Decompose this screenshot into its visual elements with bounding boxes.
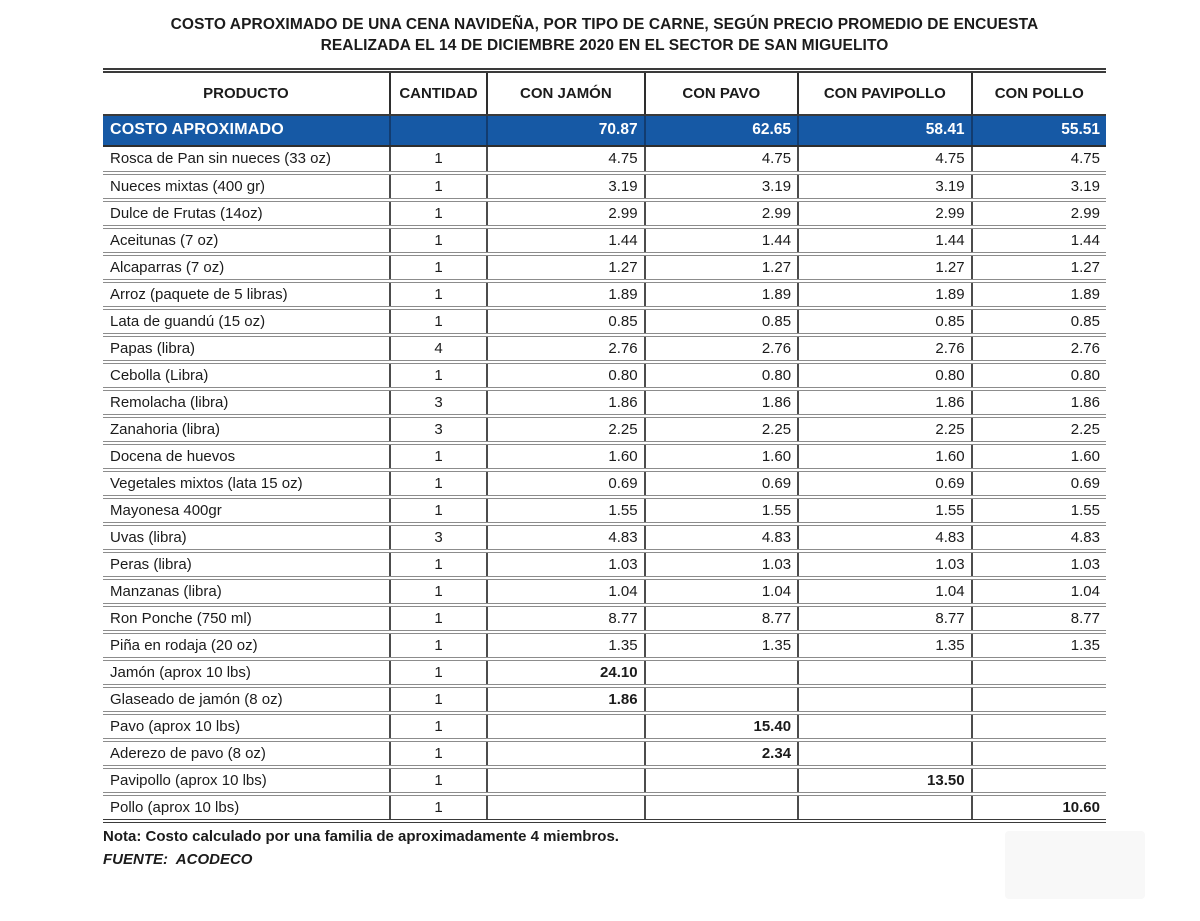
product-name-cell: Zanahoria (libra) xyxy=(103,416,390,443)
price-cell: 1.86 xyxy=(645,389,798,416)
col-header-producto: PRODUCTO xyxy=(103,71,390,115)
summary-total-cell: 55.51 xyxy=(972,115,1106,146)
table-row xyxy=(103,686,1106,713)
quantity-cell: 1 xyxy=(390,362,487,389)
price-cell: 4.75 xyxy=(972,146,1106,173)
product-name-cell: Pavo (aprox 10 lbs) xyxy=(103,713,390,740)
summary-row xyxy=(103,115,1106,146)
price-cell: 2.76 xyxy=(798,335,972,362)
price-cell: 0.80 xyxy=(487,362,644,389)
price-cell: 2.25 xyxy=(645,416,798,443)
product-name-cell: Aderezo de pavo (8 oz) xyxy=(103,740,390,767)
price-cell xyxy=(798,713,972,740)
quantity-cell: 3 xyxy=(390,524,487,551)
price-cell: 0.85 xyxy=(798,308,972,335)
price-cell: 1.86 xyxy=(798,389,972,416)
price-cell: 1.55 xyxy=(972,497,1106,524)
product-name-cell: Cebolla (Libra) xyxy=(103,362,390,389)
quantity-cell: 1 xyxy=(390,713,487,740)
table-row xyxy=(103,659,1106,686)
price-cell: 1.60 xyxy=(487,443,644,470)
price-cell: 15.40 xyxy=(645,713,798,740)
price-cell: 3.19 xyxy=(487,173,644,200)
price-cell: 4.83 xyxy=(645,524,798,551)
price-cell: 0.85 xyxy=(645,308,798,335)
price-cell: 0.80 xyxy=(645,362,798,389)
table-row xyxy=(103,767,1106,794)
price-cell: 3.19 xyxy=(798,173,972,200)
price-cell: 1.86 xyxy=(487,389,644,416)
table-row xyxy=(103,362,1106,389)
price-cell: 1.60 xyxy=(798,443,972,470)
price-cell: 1.35 xyxy=(798,632,972,659)
price-cell xyxy=(798,794,972,821)
product-name-cell: Docena de huevos xyxy=(103,443,390,470)
quantity-cell: 1 xyxy=(390,767,487,794)
quantity-cell: 1 xyxy=(390,686,487,713)
quantity-cell: 1 xyxy=(390,740,487,767)
price-cell: 1.89 xyxy=(798,281,972,308)
product-name-cell: Rosca de Pan sin nueces (33 oz) xyxy=(103,146,390,173)
price-cell: 2.99 xyxy=(798,200,972,227)
table-row xyxy=(103,281,1106,308)
price-cell: 1.89 xyxy=(487,281,644,308)
price-cell: 1.89 xyxy=(972,281,1106,308)
table-row xyxy=(103,200,1106,227)
price-cell: 0.69 xyxy=(798,470,972,497)
product-name-cell: Piña en rodaja (20 oz) xyxy=(103,632,390,659)
quantity-cell: 1 xyxy=(390,605,487,632)
product-name-cell: Dulce de Frutas (14oz) xyxy=(103,200,390,227)
quantity-cell: 1 xyxy=(390,173,487,200)
price-cell: 1.89 xyxy=(645,281,798,308)
price-cell: 10.60 xyxy=(972,794,1106,821)
source-text: FUENTE: ACODECO xyxy=(103,850,253,868)
product-name-cell: Peras (libra) xyxy=(103,551,390,578)
quantity-cell: 3 xyxy=(390,389,487,416)
price-cell xyxy=(972,713,1106,740)
price-cell: 0.80 xyxy=(972,362,1106,389)
price-cell: 2.99 xyxy=(972,200,1106,227)
price-cell: 8.77 xyxy=(487,605,644,632)
price-cell: 13.50 xyxy=(798,767,972,794)
product-name-cell: Vegetales mixtos (lata 15 oz) xyxy=(103,470,390,497)
price-cell: 1.04 xyxy=(645,578,798,605)
price-cell: 1.35 xyxy=(487,632,644,659)
price-cell: 1.03 xyxy=(972,551,1106,578)
table-row xyxy=(103,389,1106,416)
quantity-cell: 4 xyxy=(390,335,487,362)
price-cell xyxy=(972,686,1106,713)
price-cell: 1.03 xyxy=(798,551,972,578)
price-cell: 2.25 xyxy=(487,416,644,443)
price-cell: 2.34 xyxy=(645,740,798,767)
price-cell: 1.27 xyxy=(645,254,798,281)
title-line-1: COSTO APROXIMADO DE UNA CENA NAVIDEÑA, POR TIPO DE CARNE, SEGÚN PRECIO PROMEDIO DE ENCUESTA xyxy=(170,16,1039,33)
price-cell: 2.25 xyxy=(972,416,1106,443)
table-row xyxy=(103,308,1106,335)
table-row xyxy=(103,173,1106,200)
col-header-con-pollo: CON POLLO xyxy=(972,71,1106,115)
quantity-cell: 1 xyxy=(390,497,487,524)
price-cell xyxy=(487,794,644,821)
document-title xyxy=(103,14,1106,56)
price-cell xyxy=(798,659,972,686)
table-row xyxy=(103,254,1106,281)
table-row xyxy=(103,146,1106,173)
price-cell: 1.55 xyxy=(487,497,644,524)
price-cell xyxy=(645,767,798,794)
price-cell: 1.44 xyxy=(798,227,972,254)
price-cell: 2.76 xyxy=(487,335,644,362)
price-cell xyxy=(798,740,972,767)
quantity-cell: 1 xyxy=(390,200,487,227)
table-row xyxy=(103,524,1106,551)
summary-total-cell: 58.41 xyxy=(798,115,972,146)
price-cell: 0.69 xyxy=(972,470,1106,497)
quantity-cell: 3 xyxy=(390,416,487,443)
price-cell: 2.76 xyxy=(972,335,1106,362)
document-page xyxy=(103,14,1106,868)
product-name-cell: Papas (libra) xyxy=(103,335,390,362)
quantity-cell: 1 xyxy=(390,227,487,254)
price-cell: 3.19 xyxy=(972,173,1106,200)
col-header-cantidad: CANTIDAD xyxy=(390,71,487,115)
table-row xyxy=(103,551,1106,578)
table-row xyxy=(103,794,1106,821)
product-name-cell: Ron Ponche (750 ml) xyxy=(103,605,390,632)
price-cell: 1.04 xyxy=(487,578,644,605)
product-name-cell: Mayonesa 400gr xyxy=(103,497,390,524)
price-cell: 8.77 xyxy=(645,605,798,632)
product-name-cell: Arroz (paquete de 5 libras) xyxy=(103,281,390,308)
price-cell: 4.75 xyxy=(645,146,798,173)
price-cell: 1.27 xyxy=(487,254,644,281)
price-cell xyxy=(645,794,798,821)
summary-total-cell: 62.65 xyxy=(645,115,798,146)
price-cell xyxy=(645,686,798,713)
product-name-cell: Jamón (aprox 10 lbs) xyxy=(103,659,390,686)
price-cell: 1.60 xyxy=(972,443,1106,470)
quantity-cell: 1 xyxy=(390,281,487,308)
price-cell: 8.77 xyxy=(798,605,972,632)
price-cell: 4.75 xyxy=(798,146,972,173)
price-cell xyxy=(487,767,644,794)
product-name-cell: Lata de guandú (15 oz) xyxy=(103,308,390,335)
table-row xyxy=(103,713,1106,740)
price-cell: 0.85 xyxy=(487,308,644,335)
table-row xyxy=(103,578,1106,605)
table-row xyxy=(103,740,1106,767)
price-cell: 1.35 xyxy=(645,632,798,659)
price-cell: 4.83 xyxy=(798,524,972,551)
quantity-cell: 1 xyxy=(390,551,487,578)
price-cell: 1.27 xyxy=(972,254,1106,281)
table-row xyxy=(103,497,1106,524)
quantity-cell: 1 xyxy=(390,578,487,605)
quantity-cell: 1 xyxy=(390,443,487,470)
price-cell: 1.27 xyxy=(798,254,972,281)
product-name-cell: Pavipollo (aprox 10 lbs) xyxy=(103,767,390,794)
price-cell xyxy=(645,659,798,686)
quantity-cell: 1 xyxy=(390,794,487,821)
price-cell: 1.55 xyxy=(645,497,798,524)
price-cell: 2.99 xyxy=(645,200,798,227)
price-cell: 1.44 xyxy=(487,227,644,254)
scan-artifact xyxy=(1005,831,1145,899)
price-cell: 4.75 xyxy=(487,146,644,173)
price-cell: 4.83 xyxy=(972,524,1106,551)
cost-table xyxy=(103,68,1106,823)
table-row xyxy=(103,416,1106,443)
price-cell: 4.83 xyxy=(487,524,644,551)
product-name-cell: Glaseado de jamón (8 oz) xyxy=(103,686,390,713)
col-header-con-pavipollo: CON PAVIPOLLO xyxy=(798,71,972,115)
price-cell: 1.03 xyxy=(645,551,798,578)
quantity-cell: 1 xyxy=(390,632,487,659)
price-cell: 1.60 xyxy=(645,443,798,470)
price-cell: 1.44 xyxy=(972,227,1106,254)
quantity-cell: 1 xyxy=(390,146,487,173)
price-cell: 0.85 xyxy=(972,308,1106,335)
table-row xyxy=(103,335,1106,362)
price-cell: 2.99 xyxy=(487,200,644,227)
summary-quantity-cell xyxy=(390,115,487,146)
price-cell: 1.04 xyxy=(972,578,1106,605)
price-cell: 1.35 xyxy=(972,632,1106,659)
price-cell: 1.03 xyxy=(487,551,644,578)
table-row xyxy=(103,443,1106,470)
table-row xyxy=(103,470,1106,497)
price-cell: 24.10 xyxy=(487,659,644,686)
title-line-2: REALIZADA EL 14 DE DICIEMBRE 2020 EN EL SECTOR DE SAN MIGUELITO xyxy=(320,37,889,54)
price-cell: 1.86 xyxy=(487,686,644,713)
price-cell xyxy=(972,740,1106,767)
note-text: Nota: Costo calculado por una familia de aproximadamente 4 miembros. xyxy=(103,827,619,845)
price-cell: 1.55 xyxy=(798,497,972,524)
quantity-cell: 1 xyxy=(390,254,487,281)
price-cell: 1.86 xyxy=(972,389,1106,416)
product-name-cell: Remolacha (libra) xyxy=(103,389,390,416)
price-cell xyxy=(487,713,644,740)
table-row xyxy=(103,632,1106,659)
table-row xyxy=(103,227,1106,254)
product-name-cell: Manzanas (libra) xyxy=(103,578,390,605)
price-cell: 2.25 xyxy=(798,416,972,443)
summary-total-cell: 70.87 xyxy=(487,115,644,146)
price-cell: 1.04 xyxy=(798,578,972,605)
product-name-cell: Nueces mixtas (400 gr) xyxy=(103,173,390,200)
quantity-cell: 1 xyxy=(390,308,487,335)
header-row xyxy=(103,71,1106,115)
price-cell: 3.19 xyxy=(645,173,798,200)
price-cell xyxy=(972,659,1106,686)
price-cell: 1.44 xyxy=(645,227,798,254)
price-cell: 0.69 xyxy=(645,470,798,497)
quantity-cell: 1 xyxy=(390,659,487,686)
product-name-cell: Alcaparras (7 oz) xyxy=(103,254,390,281)
product-name-cell: Pollo (aprox 10 lbs) xyxy=(103,794,390,821)
col-header-con-pavo: CON PAVO xyxy=(645,71,798,115)
col-header-con-jamon: CON JAMÓN xyxy=(487,71,644,115)
product-name-cell: Aceitunas (7 oz) xyxy=(103,227,390,254)
product-name-cell: Uvas (libra) xyxy=(103,524,390,551)
price-cell: 8.77 xyxy=(972,605,1106,632)
price-cell xyxy=(972,767,1106,794)
quantity-cell: 1 xyxy=(390,470,487,497)
price-cell: 2.76 xyxy=(645,335,798,362)
table-row xyxy=(103,605,1106,632)
summary-label: COSTO APROXIMADO xyxy=(103,115,390,146)
price-cell: 0.69 xyxy=(487,470,644,497)
price-cell: 0.80 xyxy=(798,362,972,389)
price-cell xyxy=(487,740,644,767)
price-cell xyxy=(798,686,972,713)
